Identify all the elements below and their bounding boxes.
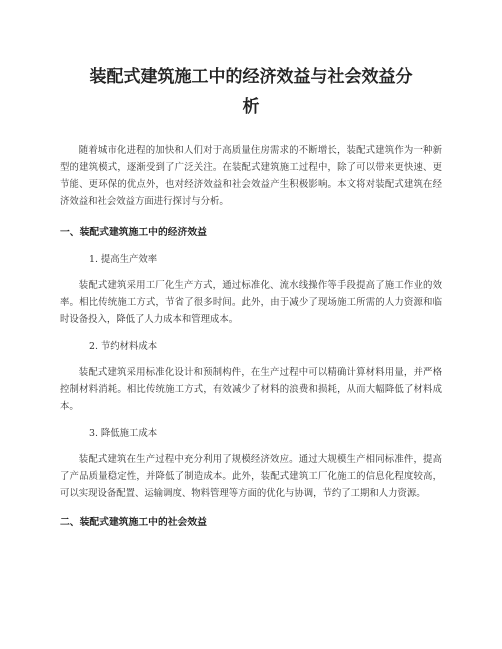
title-line-2: 析 (242, 97, 260, 117)
section-1-heading: 一、装配式建筑施工中的经济效益 (60, 227, 207, 238)
title-line-1: 装配式建筑施工中的经济效益与社会效益分 (89, 67, 413, 87)
section-2-heading: 二、装配式建筑施工中的社会效益 (60, 517, 207, 528)
item-2-title: 2. 节约材料成本 (89, 341, 158, 352)
intro-paragraph: 随着城市化进程的加快和人们对于高质量住房需求的不断增长，装配式建筑作为一种新型的建筑模式，逐渐受到了广泛关注。在装配式建筑施工过程中，除了可以带来更快速、更节能、更环保的优点外，也对经济效益和社会效益产生积极影响。本文将对装配式建筑在经济效益和社会效益方面进行探讨与分析。 (60, 145, 442, 207)
item-1-title: 1. 提高生产效率 (89, 254, 158, 265)
item-2-body: 装配式建筑采用标准化设计和预制构件，在生产过程中可以精确计算材料用量，并严格控制材料消耗。相比传统施工方式，有效减少了材料的浪费和损耗，从而大幅降低了材料成本。 (60, 367, 442, 412)
document-title (60, 0, 442, 122)
item-1-body: 装配式建筑采用工厂化生产方式，通过标准化、流水线操作等手段提高了施工作业的效率。相比传统施工方式，节省了很多时间。此外，由于减少了现场施工所需的人力资源和临时设备投入，降低了人力成本和管理成本。 (60, 280, 442, 325)
item-3-title: 3. 降低施工成本 (89, 428, 158, 439)
item-3-body: 装配式建筑在生产过程中充分利用了规模经济效应。通过大规模生产相同标准件，提高了产品质量稳定性，并降低了制造成本。此外，装配式建筑工厂化施工的信息化程度较高，可以实现设备配置、运输调度、物料管理等方面的优化与协调，节约了工期和人力资源。 (60, 454, 442, 499)
